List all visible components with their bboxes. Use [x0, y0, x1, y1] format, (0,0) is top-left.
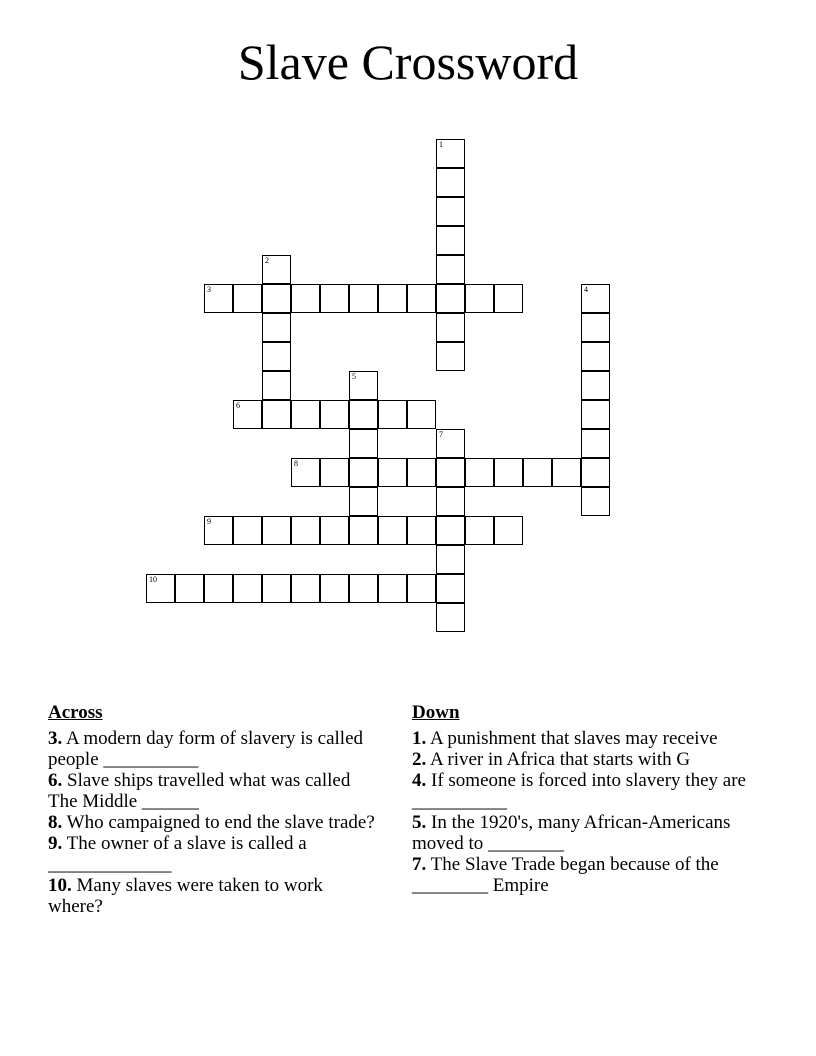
clue-number: 4. [412, 770, 427, 791]
grid-cell[interactable] [349, 400, 378, 429]
down-clue-5 [412, 812, 762, 854]
grid-cell[interactable] [581, 400, 610, 429]
across-clue-9 [48, 833, 378, 875]
grid-cell[interactable] [523, 458, 552, 487]
cell-number: 8 [294, 459, 298, 468]
grid-cell[interactable] [262, 516, 291, 545]
cell-number: 10 [149, 575, 157, 584]
down-heading: Down [412, 702, 460, 723]
grid-cell[interactable] [436, 429, 465, 458]
clue-number: 6. [48, 770, 63, 791]
across-clue-10 [48, 875, 378, 917]
grid-cell[interactable] [349, 284, 378, 313]
down-clue-1 [412, 728, 762, 749]
clue-number: 1. [412, 728, 427, 749]
clue-number: 7. [412, 854, 427, 875]
grid-cell[interactable] [378, 400, 407, 429]
cell-number: 1 [439, 140, 443, 149]
grid-cell[interactable] [233, 284, 262, 313]
grid-cell[interactable] [291, 400, 320, 429]
grid-cell[interactable] [233, 574, 262, 603]
grid-cell[interactable] [465, 458, 494, 487]
grid-cell[interactable] [291, 284, 320, 313]
cell-number: 7 [439, 430, 443, 439]
grid-cell[interactable] [349, 574, 378, 603]
clue-number: 3. [48, 728, 63, 749]
grid-cell[interactable] [320, 284, 349, 313]
grid-cell[interactable] [436, 603, 465, 632]
grid-cell[interactable] [436, 487, 465, 516]
down-clue-4 [412, 770, 762, 812]
cell-number: 3 [207, 285, 211, 294]
grid-cell[interactable] [378, 458, 407, 487]
clue-number: 10. [48, 875, 72, 896]
grid-cell[interactable] [320, 516, 349, 545]
down-clue-2 [412, 749, 762, 770]
grid-cell[interactable] [349, 371, 378, 400]
grid-cell[interactable] [494, 458, 523, 487]
down-clue-7 [412, 854, 762, 896]
clue-text: If someone is forced into slavery they are __________ [412, 770, 746, 812]
clue-text: In the 1920's, many African-Americans moved to ________ [412, 812, 731, 854]
grid-cell[interactable] [233, 516, 262, 545]
grid-cell[interactable] [407, 400, 436, 429]
grid-cell[interactable] [407, 574, 436, 603]
grid-cell[interactable] [436, 313, 465, 342]
grid-cell[interactable] [204, 574, 233, 603]
grid-cell[interactable] [291, 574, 320, 603]
cell-number: 9 [207, 517, 211, 526]
clue-number: 9. [48, 833, 63, 854]
grid-cell[interactable] [262, 400, 291, 429]
grid-cell[interactable] [291, 458, 320, 487]
grid-cell[interactable] [262, 255, 291, 284]
cell-number: 5 [352, 372, 356, 381]
grid-cell[interactable] [291, 516, 320, 545]
grid-cell[interactable] [262, 284, 291, 313]
grid-cell[interactable] [349, 429, 378, 458]
clue-text: Slave ships travelled what was called The Middle ______ [48, 770, 351, 812]
clue-text: The owner of a slave is called a _____________ [48, 833, 307, 875]
grid-cell[interactable] [581, 284, 610, 313]
down-clues [412, 702, 762, 896]
grid-cell[interactable] [378, 516, 407, 545]
clue-number: 8. [48, 812, 63, 833]
grid-cell[interactable] [262, 342, 291, 371]
clue-number: 2. [412, 749, 427, 770]
across-heading: Across [48, 702, 103, 723]
grid-cell[interactable] [262, 313, 291, 342]
grid-cell[interactable] [262, 371, 291, 400]
grid-cell[interactable] [436, 255, 465, 284]
grid-cell[interactable] [436, 545, 465, 574]
across-clue-8 [48, 812, 378, 833]
grid-cell[interactable] [320, 458, 349, 487]
grid-cell[interactable] [204, 284, 233, 313]
cell-number: 4 [584, 285, 588, 294]
grid-cell[interactable] [349, 516, 378, 545]
grid-cell[interactable] [204, 516, 233, 545]
grid-cell[interactable] [552, 458, 581, 487]
grid-cell[interactable] [407, 516, 436, 545]
grid-cell[interactable] [233, 400, 262, 429]
grid-cell[interactable] [378, 574, 407, 603]
across-clues [48, 702, 378, 917]
grid-cell[interactable] [175, 574, 204, 603]
grid-cell[interactable] [581, 458, 610, 487]
grid-cell[interactable] [465, 284, 494, 313]
grid-cell[interactable] [320, 574, 349, 603]
grid-cell[interactable] [349, 458, 378, 487]
grid-cell[interactable] [465, 516, 494, 545]
clue-text: A river in Africa that starts with G [429, 749, 691, 770]
cell-number: 2 [265, 256, 269, 265]
grid-cell[interactable] [320, 400, 349, 429]
grid-cell[interactable] [581, 342, 610, 371]
grid-cell[interactable] [349, 487, 378, 516]
grid-cell[interactable] [581, 429, 610, 458]
grid-cell[interactable] [436, 197, 465, 226]
grid-cell[interactable] [494, 516, 523, 545]
puzzle-title: Slave Crossword [237, 34, 579, 90]
grid-cell[interactable] [436, 284, 465, 313]
grid-cell[interactable] [436, 342, 465, 371]
grid-cell[interactable] [436, 516, 465, 545]
grid-cell[interactable] [581, 487, 610, 516]
clue-text: Many slaves were taken to work where? [48, 875, 323, 917]
grid-cell[interactable] [436, 574, 465, 603]
clue-text: A punishment that slaves may receive [429, 728, 718, 749]
grid-cell[interactable] [436, 168, 465, 197]
across-clue-3 [48, 728, 378, 770]
clue-text: A modern day form of slavery is called people __________ [48, 728, 364, 770]
grid-cell[interactable] [581, 313, 610, 342]
cell-number: 6 [236, 401, 240, 410]
grid-cell[interactable] [407, 458, 436, 487]
grid-cell[interactable] [494, 284, 523, 313]
clue-text: Who campaigned to end the slave trade? [66, 812, 375, 833]
clue-text: The Slave Trade began because of the ________ Empire [412, 854, 719, 896]
grid-cell[interactable] [378, 284, 407, 313]
across-clue-6 [48, 770, 378, 812]
grid-cell[interactable] [581, 371, 610, 400]
grid-cell[interactable] [146, 574, 175, 603]
grid-cell[interactable] [436, 139, 465, 168]
grid-cell[interactable] [262, 574, 291, 603]
clue-number: 5. [412, 812, 427, 833]
grid-cell[interactable] [436, 226, 465, 255]
grid-cell[interactable] [407, 284, 436, 313]
grid-cell[interactable] [436, 458, 465, 487]
